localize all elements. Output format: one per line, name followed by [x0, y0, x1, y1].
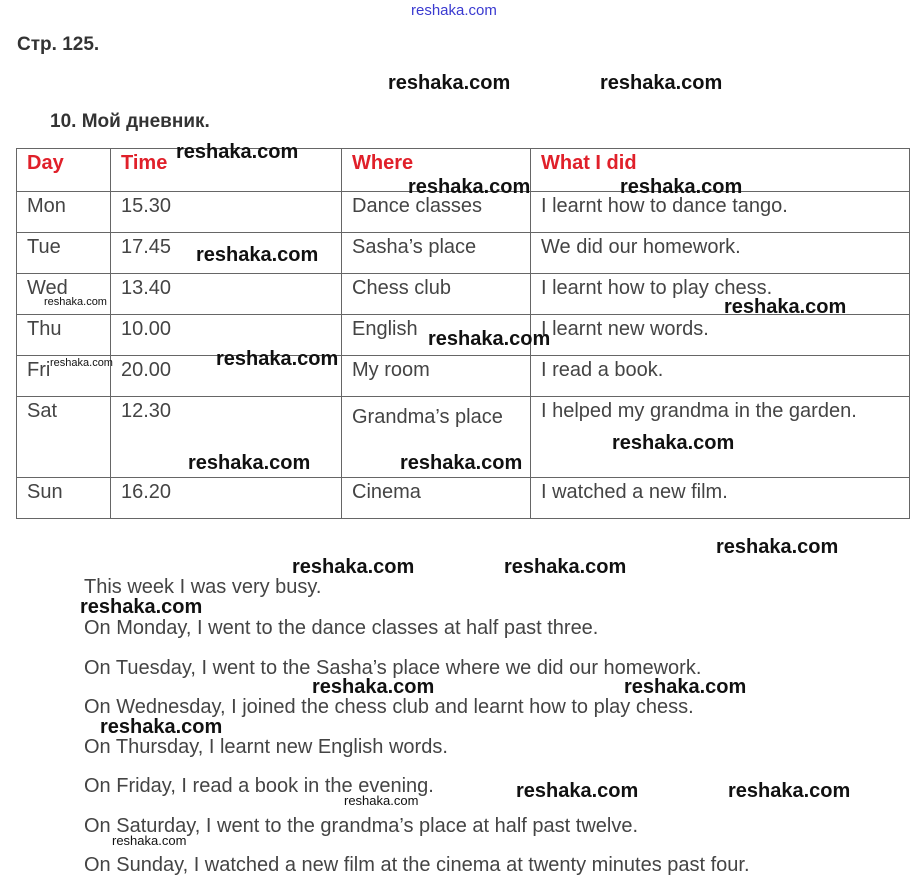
watermark: reshaka.com [216, 348, 339, 370]
exercise-title: 10. Мой дневник. [50, 111, 210, 132]
column-header-day: Day [17, 149, 111, 192]
column-header-where: Where [342, 149, 531, 192]
activity-cell: We did our homework. [531, 233, 910, 274]
text-line: On Monday, I went to the dance classes at half past three. [84, 617, 599, 639]
watermark: reshaka.com [44, 296, 107, 308]
watermark: reshaka.com [50, 357, 113, 369]
watermark: reshaka.com [612, 432, 735, 454]
watermark: reshaka.com [620, 176, 743, 198]
where-cell: Grandma’s place [342, 397, 531, 478]
watermark: reshaka.com [188, 452, 311, 474]
text-line: On Thursday, I learnt new English words. [84, 736, 448, 758]
page-number: Стр. 125. [17, 34, 100, 55]
day-cell: Mon [17, 192, 111, 233]
watermark: reshaka.com [504, 556, 627, 578]
activity-cell: I helped my grandma in the garden. [531, 397, 910, 478]
watermark: reshaka.com [716, 536, 839, 558]
time-cell: 16.20 [111, 478, 342, 519]
where-cell: My room [342, 356, 531, 397]
time-cell: 15.30 [111, 192, 342, 233]
table-row [17, 356, 910, 397]
day-cell: Tue [17, 233, 111, 274]
watermark: reshaka.com [344, 793, 419, 808]
watermark: reshaka.com [312, 676, 435, 698]
time-cell: 17.45 [111, 233, 342, 274]
activity-cell: I learnt how to dance tango. [531, 192, 910, 233]
where-cell: Dance classes [342, 192, 531, 233]
watermark: reshaka.com [80, 596, 203, 618]
time-cell: 12.30 [111, 397, 342, 478]
where-cell: English [342, 315, 531, 356]
watermark: reshaka.com [176, 141, 299, 163]
watermark: reshaka.com [600, 72, 723, 94]
text-line: On Friday, I read a book in the evening. [84, 775, 434, 797]
text-line: On Tuesday, I went to the Sasha’s place where we did our homework. [84, 657, 702, 679]
watermark: reshaka.com [112, 833, 187, 848]
text-line: On Sunday, I watched a new film at the cinema at twenty minutes past four. [84, 854, 750, 876]
watermark: reshaka.com [516, 780, 639, 802]
activity-cell: I read a book. [531, 356, 910, 397]
where-cell: Cinema [342, 478, 531, 519]
activity-cell: I watched a new film. [531, 478, 910, 519]
column-header-time: Time [111, 149, 342, 192]
day-cell: Sat [17, 397, 111, 478]
table-row [17, 233, 910, 274]
table-row [17, 478, 910, 519]
watermark: reshaka.com [400, 452, 523, 474]
activity-cell: I learnt new words. [531, 315, 910, 356]
text-line: On Wednesday, I joined the chess club and learnt how to play chess. [84, 696, 694, 718]
column-header-what-i-did: What I did [531, 149, 910, 192]
watermark: reshaka.com [428, 328, 551, 350]
watermark: reshaka.com [724, 296, 847, 318]
watermark: reshaka.com [100, 716, 223, 738]
watermark: reshaka.com [624, 676, 747, 698]
text-line: This week I was very busy. [84, 576, 322, 598]
watermark: reshaka.com [388, 72, 511, 94]
where-cell: Chess club [342, 274, 531, 315]
day-cell: Thu [17, 315, 111, 356]
watermark: reshaka.com [292, 556, 415, 578]
watermark: reshaka.com [728, 780, 851, 802]
where-cell: Sasha’s place [342, 233, 531, 274]
time-cell: 20.00 [111, 356, 342, 397]
site-link[interactable]: reshaka.com [411, 2, 497, 19]
day-cell: Fri [17, 356, 111, 397]
time-cell: 10.00 [111, 315, 342, 356]
time-cell: 13.40 [111, 274, 342, 315]
text-line: On Saturday, I went to the grandma’s place at half past twelve. [84, 815, 639, 837]
day-cell: Sun [17, 478, 111, 519]
watermark: reshaka.com [408, 176, 531, 198]
activity-cell: I learnt how to play chess. [531, 274, 910, 315]
watermark: reshaka.com [196, 244, 319, 266]
day-cell: Wed [17, 274, 111, 315]
